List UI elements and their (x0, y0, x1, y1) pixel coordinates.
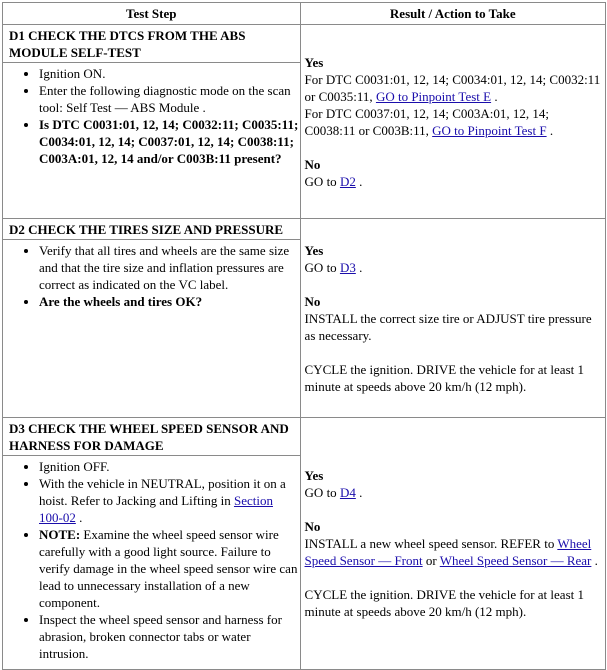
wheel-speed-sensor-rear-link[interactable]: Wheel Speed Sensor — Rear (439, 553, 592, 568)
step-bullet: • Ignition ON. (39, 65, 300, 82)
result-line: For DTC C0031:01, 12, 14; C0034:01, 12, 14; C0032:11 or C0035:11, GO to Pinpoint Test E . (304, 71, 601, 104)
step-row-d3 (3, 418, 606, 670)
step-note: • NOTE: Examine the wheel speed sensor wire carefully with a good light source. Failure to verify damage in the wheel speed sensor wire can lead to unnecessary installation of a new component. (39, 526, 300, 611)
no-label: No (304, 519, 321, 534)
section-100-02-link[interactable]: Section 100-02 (39, 493, 273, 525)
step-title-d2: D2 CHECK THE TIRES SIZE AND PRESSURE (3, 219, 300, 240)
goto-d3-link[interactable]: D3 (339, 259, 356, 275)
yes-label: Yes (304, 54, 324, 70)
step-bullet: • Enter the following diagnostic mode on the scan tool: Self Test — ABS Module . (39, 82, 300, 116)
step-row-d1 (3, 25, 606, 219)
step-list-d3 (3, 458, 300, 662)
result-line: INSTALL the correct size tire or ADJUST tire pressure as necessary. (304, 310, 592, 343)
step-cell-d2 (3, 219, 301, 418)
result-line: For DTC C0037:01, 12, 14; C003A:01, 12, 14; C0038:11 or C003B:11, GO to Pinpoint Test F . (304, 105, 554, 138)
step-cell-d1 (3, 25, 301, 219)
pinpoint-test-f-link[interactable]: GO to Pinpoint Test F (432, 122, 547, 138)
note-label: NOTE: (39, 527, 81, 542)
question-text: Are the wheels and tires OK? (39, 294, 203, 309)
yes-label: Yes (304, 468, 324, 483)
step-list-d2 (3, 242, 300, 310)
goto-d4-link[interactable]: D4 (339, 485, 356, 500)
result-cell-d1 (300, 25, 605, 219)
diagnostic-table (2, 2, 606, 670)
result-line: GO to D2 . (304, 173, 363, 189)
result-line: CYCLE the ignition. DRIVE the vehicle for at least 1 minute at speeds above 20 km/h (12 mph). (304, 587, 584, 619)
result-header: Result / Action to Take (300, 3, 605, 25)
result-line: CYCLE the ignition. DRIVE the vehicle for at least 1 minute at speeds above 20 km/h (12 mph). (304, 361, 584, 394)
test-step-header: Test Step (3, 3, 301, 25)
step-title-d3: D3 CHECK THE WHEEL SPEED SENSOR AND HARNESS FOR DAMAGE (3, 418, 300, 456)
step-row-d2 (3, 219, 606, 418)
step-list-d1 (3, 65, 300, 167)
result-line: GO to D3 . (304, 259, 363, 275)
header-row (3, 3, 606, 25)
no-label: No (304, 293, 321, 309)
step-question (39, 116, 300, 167)
step-bullet: • With the vehicle in NEUTRAL, position it on a hoist. Refer to Jacking and Lifting in Section 100-02 . (39, 475, 300, 526)
step-question (39, 293, 300, 310)
goto-d2-link[interactable]: D2 (339, 173, 356, 189)
result-cell-d2 (300, 219, 605, 418)
pinpoint-test-e-link[interactable]: GO to Pinpoint Test E (375, 88, 492, 104)
wheel-speed-sensor-front-link[interactable]: Wheel Speed Sensor — Front (304, 536, 592, 568)
step-cell-d3 (3, 418, 301, 670)
no-label: No (304, 156, 321, 172)
step-bullet: • Ignition OFF. (39, 458, 300, 475)
result-line: GO to D4 . (304, 485, 363, 500)
question-text: Is DTC C0031:01, 12, 14; C0032:11; C0035:11; C0034:01, 12, 14; C0037:01, 12, 14; C0038:11; C003A:01, 12, 14 and/or C003B:11 present? (39, 117, 299, 166)
step-title-d1: D1 CHECK THE DTCS FROM THE ABS MODULE SELF-TEST (3, 25, 300, 63)
step-bullet: • Verify that all tires and wheels are the same size and that the tire size and inflation pressures are correct as indicated on the VC label. (39, 242, 300, 293)
step-bullet: • Inspect the wheel speed sensor and harness for abrasion, broken connector tabs or water intrusion. (39, 611, 300, 662)
result-line: INSTALL a new wheel speed sensor. REFER to Wheel Speed Sensor — Front or Wheel Speed Sensor — Rear . (304, 536, 598, 568)
result-cell-d3 (300, 418, 605, 670)
yes-label: Yes (304, 242, 324, 258)
